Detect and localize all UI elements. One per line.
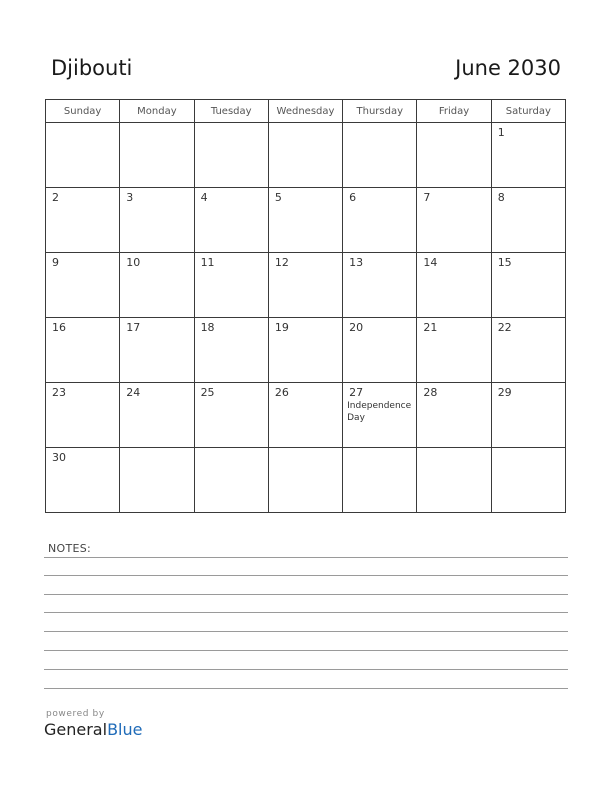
month-year-title: June 2030 [455,56,561,80]
day-number: 15 [497,256,512,269]
day-number: 19 [274,321,289,334]
day-cell [417,318,491,383]
day-cell [417,253,491,318]
powered-by-text: powered by [46,709,105,719]
note-line [44,575,568,576]
country-title: Djibouti [51,56,133,80]
day-cell [120,318,194,383]
day-cell [268,318,342,383]
day-number: 25 [200,386,215,399]
week-row [46,448,566,513]
day-cell [417,188,491,253]
empty-day-cell [194,448,268,513]
empty-day-cell [120,448,194,513]
day-cell [491,123,565,188]
day-cell [343,318,417,383]
day-cell [417,383,491,448]
empty-day-cell [417,123,491,188]
day-cell [491,188,565,253]
week-row [46,123,566,188]
empty-day-cell [268,123,342,188]
day-number: 9 [52,256,59,269]
weekday-monday: Monday [120,100,194,123]
calendar-body [46,123,566,513]
note-line [44,669,568,670]
day-cell [491,253,565,318]
note-line [44,594,568,595]
empty-day-cell [343,123,417,188]
empty-day-cell [343,448,417,513]
day-cell [268,253,342,318]
day-cell [194,318,268,383]
day-cell [194,383,268,448]
note-line [44,557,568,558]
day-number: 21 [423,321,438,334]
day-number: 18 [200,321,215,334]
day-number: 8 [497,191,505,204]
notes-label: NOTES: [48,542,92,555]
day-number: 27 [349,386,364,399]
day-number: 7 [423,191,431,204]
empty-day-cell [120,123,194,188]
day-cell [343,188,417,253]
day-number: 4 [200,191,208,204]
day-number: 5 [274,191,282,204]
day-cell [491,318,565,383]
empty-day-cell [268,448,342,513]
day-number: 17 [126,321,141,334]
day-number: 2 [52,191,59,204]
day-number: 1 [497,126,505,139]
day-cell [491,383,565,448]
weekday-header-row [46,100,566,123]
day-number: 12 [274,256,289,269]
day-cell [120,383,194,448]
week-row [46,188,566,253]
day-cell [46,383,120,448]
empty-day-cell [417,448,491,513]
weekday-thursday: Thursday [343,100,417,123]
day-number: 23 [52,386,66,399]
day-cell [120,253,194,318]
day-cell [268,188,342,253]
weekday-wednesday: Wednesday [268,100,342,123]
empty-day-cell [491,448,565,513]
day-number: 6 [349,191,357,204]
day-number: 26 [274,386,289,399]
weekday-sunday: Sunday [46,100,120,123]
day-cell [343,383,417,448]
brand-general-text: General [44,720,108,739]
day-number: 22 [497,321,512,334]
day-number: 24 [126,386,141,399]
day-number: 13 [349,256,364,269]
day-cell [46,253,120,318]
day-cell [120,188,194,253]
holiday-label: Independence Day [347,401,412,423]
day-cell [194,253,268,318]
day-cell [194,188,268,253]
note-line [44,631,568,632]
note-line [44,688,568,689]
week-row [46,318,566,383]
empty-day-cell [194,123,268,188]
empty-day-cell [46,123,120,188]
day-number: 3 [126,191,134,204]
day-cell [46,318,120,383]
day-number: 20 [349,321,364,334]
day-cell [343,253,417,318]
week-row [46,253,566,318]
note-line [44,612,568,613]
day-cell [46,188,120,253]
day-cell [46,448,120,513]
week-row [46,383,566,448]
brand-logo[interactable] [44,720,142,739]
day-cell [268,383,342,448]
day-number: 16 [52,321,66,334]
weekday-friday: Friday [417,100,491,123]
day-number: 29 [497,386,512,399]
day-number: 14 [423,256,438,269]
weekday-saturday: Saturday [491,100,565,123]
calendar-grid [45,99,566,513]
day-number: 28 [423,386,438,399]
day-number: 11 [200,256,215,269]
day-number: 10 [126,256,141,269]
weekday-tuesday: Tuesday [194,100,268,123]
brand-blue-text: Blue [107,720,143,739]
day-number: 30 [52,451,66,464]
note-line [44,650,568,651]
